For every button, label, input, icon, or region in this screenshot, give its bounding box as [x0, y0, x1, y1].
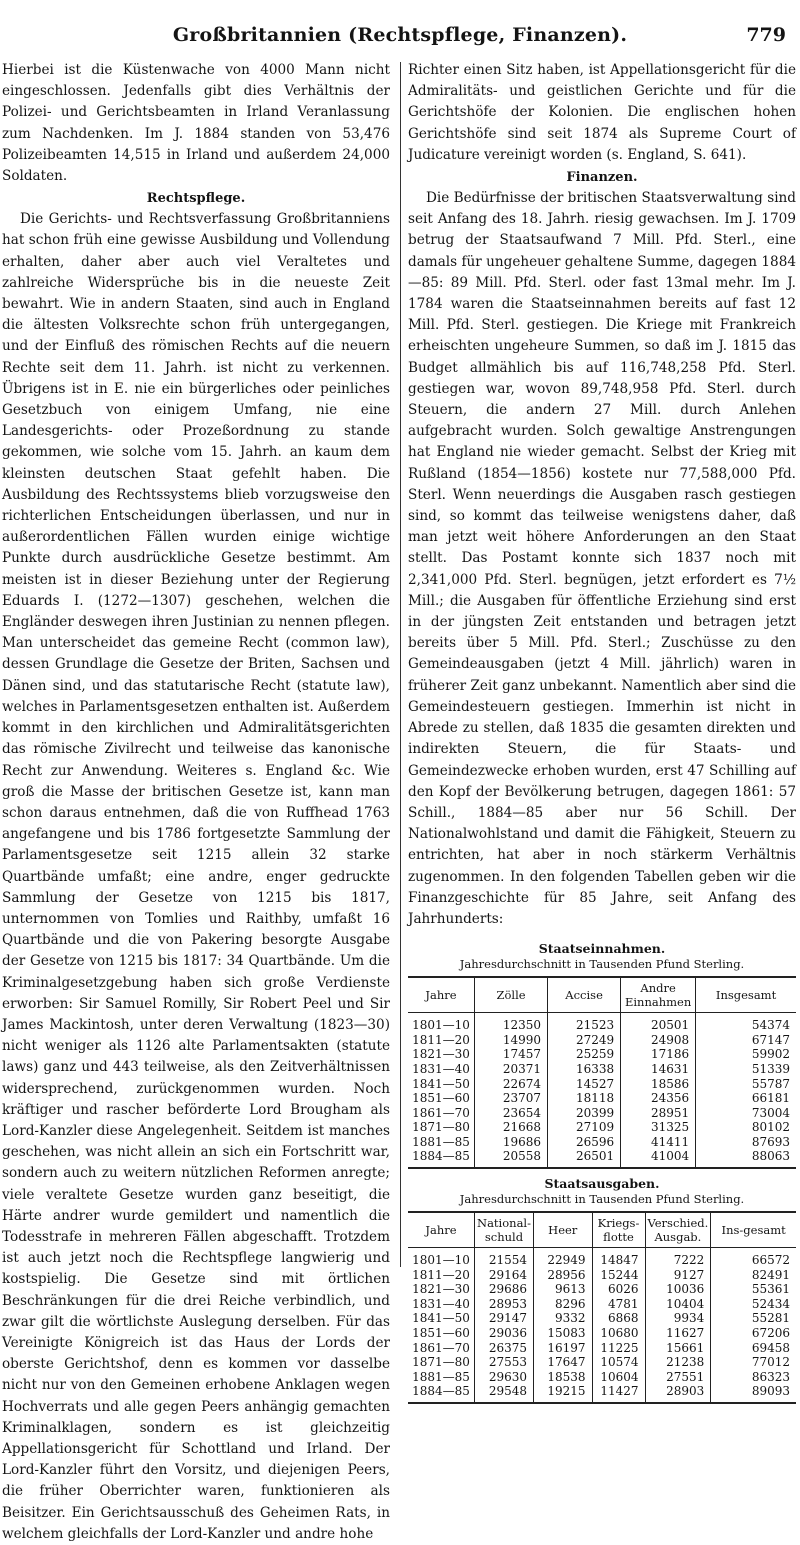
revenue-table-body: [408, 1013, 796, 1168]
table-cell: 9613: [534, 1282, 593, 1297]
table-row: [408, 1077, 796, 1092]
revenue-table-caption: Staatseinnahmen.: [538, 941, 666, 957]
table-cell: 16338: [548, 1062, 621, 1077]
table-header: National-schuld: [475, 1212, 534, 1248]
table-cell: 29036: [475, 1326, 534, 1341]
table-cell: 51339: [696, 1062, 796, 1077]
table-cell: 31325: [621, 1120, 696, 1135]
table-cell: 1871—80: [412, 1120, 470, 1135]
table-cell: 28951: [621, 1106, 696, 1121]
table-cell: 55361: [711, 1282, 796, 1297]
table-header: Verschied. Ausgab.: [645, 1212, 711, 1248]
revenue-table-subcaption: Jahresdurchschnitt in Tausenden Pfund Sterling.: [459, 957, 745, 972]
table-cell: 1831—40: [412, 1296, 470, 1311]
table-cell: 6026: [592, 1282, 645, 1297]
table-cell: 89093: [711, 1384, 796, 1403]
table-cell: 20371: [475, 1062, 548, 1077]
table-cell: 1841—50: [412, 1311, 470, 1326]
table-row: [408, 1135, 796, 1150]
table-cell: 24908: [621, 1033, 696, 1048]
table-cell: 29630: [475, 1370, 534, 1385]
table-cell: 87693: [696, 1135, 796, 1150]
table-cell: 41004: [621, 1149, 696, 1168]
page-title: Großbritannien (Rechtspflege, Finanzen).: [172, 24, 628, 46]
table-cell: 1841—50: [412, 1076, 470, 1091]
table-cell: 11225: [592, 1341, 645, 1356]
table-cell: 19215: [534, 1384, 593, 1403]
table-cell: 82491: [711, 1268, 796, 1283]
table-row: [408, 1149, 796, 1168]
table-cell: 10680: [592, 1326, 645, 1341]
table-cell: 29686: [475, 1282, 534, 1297]
table-cell: 28956: [534, 1268, 593, 1283]
expenditure-table-caption: Staatsausgaben.: [544, 1176, 660, 1192]
table-cell: 1861—70: [412, 1340, 470, 1355]
table-cell: 10604: [592, 1370, 645, 1385]
table-cell: 29147: [475, 1311, 534, 1326]
table-cell: 86323: [711, 1370, 796, 1385]
table-cell: 24356: [621, 1091, 696, 1106]
table-cell: 20558: [475, 1149, 548, 1168]
table-cell: 21668: [475, 1120, 548, 1135]
table-cell: 6868: [592, 1311, 645, 1326]
table-cell: 9127: [645, 1268, 711, 1283]
page-number: 779: [746, 24, 786, 46]
table-cell: 17647: [534, 1355, 593, 1370]
table-row: [408, 1326, 796, 1341]
table-cell: 59902: [696, 1047, 796, 1062]
table-cell: 22674: [475, 1077, 548, 1092]
table-cell: 18586: [621, 1077, 696, 1092]
table-cell: 20399: [548, 1106, 621, 1121]
table-row: [408, 1033, 796, 1048]
table-cell: 11627: [645, 1326, 711, 1341]
table-header: Andre Einnahmen: [621, 977, 696, 1013]
table-cell: 21523: [548, 1013, 621, 1033]
table-cell: 54374: [696, 1013, 796, 1033]
table-row: [408, 1091, 796, 1106]
table-cell: 15661: [645, 1341, 711, 1356]
table-header: Heer: [534, 1212, 593, 1248]
table-cell: 1871—80: [412, 1355, 470, 1370]
table-cell: 67206: [711, 1326, 796, 1341]
table-cell: 1821—30: [412, 1047, 470, 1062]
table-cell: 73004: [696, 1106, 796, 1121]
table-row: [408, 1106, 796, 1121]
table-row: [408, 1384, 796, 1403]
table-cell: 1881—85: [412, 1134, 470, 1149]
table-row: [408, 1355, 796, 1370]
table-cell: 28953: [475, 1297, 534, 1312]
table-cell: 55281: [711, 1311, 796, 1326]
table-cell: 26501: [548, 1149, 621, 1168]
table-header: Ins-gesamt: [711, 1212, 796, 1248]
table-cell: 1831—40: [412, 1061, 470, 1076]
table-row: [408, 1120, 796, 1135]
table-cell: 10036: [645, 1282, 711, 1297]
table-row: [408, 1282, 796, 1297]
table-header: Zölle: [475, 977, 548, 1013]
table-row: [408, 1248, 796, 1268]
table-cell: 23707: [475, 1091, 548, 1106]
table-cell: 66572: [711, 1248, 796, 1268]
table-row: [408, 1297, 796, 1312]
table-cell: 8296: [534, 1297, 593, 1312]
right-column: [408, 60, 796, 1404]
left-paragraph-2: Die Gerichts- und Rechtsverfassung Großbritanniens hat schon früh eine gewisse Ausbildung und Vollendung erhalten, daher aber auch viel Veraltetes und zahlreiche Widersprüche bis in die neueste Zeit bewahrt. Wie in andern Staaten, sind auch in England die ältesten Volksrechte schon früh untergegangen, und der Einfluß des römischen Rechts auf die neuern Rechte seit dem 11. Jahrh. ist nicht zu verkennen. Übrigens ist in E. nie ein bürgerliches oder peinliches Gesetzbuch von einigem Umfang, nie eine Landesgerichts- oder Prozeßordnung zu stande gekommen, wie solche vom 15. Jahrh. an kaum dem kleinsten deutschen Staat gefehlt haben. Die Ausbildung des Rechtssystems blieb vorzugsweise den richterlichen Entscheidungen überlassen, und nur in außerordentlichen Fällen wurden einige wichtige Punkte durch ausdrückliche Gesetze bestimmt. Am meisten ist in dieser Beziehung unter der Regierung Eduards I. (1272—1307) geschehen, welchen die Engländer deswegen ihren Justinian zu nennen pflegen. Man unterscheidet das gemeine Recht (common law), dessen Grundlage die Gesetze der Briten, Sachsen und Dänen sind, und das statutarische Recht (statute law), welches in Parlamentsgesetzen enthalten ist. Außerdem kommt in den kirchlichen und Admiralitätsgerichten das römische Zivilrecht und teilweise das kanonische Recht zur Anwendung. Weiteres s. England &c. Wie groß die Masse der britischen Gesetze ist, kann man schon daraus entnehmen, daß die von Ruffhead 1763 angefangene und bis 1786 fortgesetzte Sammlung der Parlamentsgesetze seit 1215 allein 32 starke Quartbände umfaßt; eine andre, enger gedruckte Sammlung der Gesetze von 1215 bis 1817, unternommen von Tomlies und Raithby, umfaßt 16 Quartbände und die von Pakering besorgte Ausgabe der Gesetze von 1215 bis 1817: 34 Quartbände. Um die Kriminalgesetzgebung haben sich große Verdienste erworben: Sir Samuel Romilly, Sir Robert Peel und Sir James Mackintosh, unter deren Verwaltung (1823—30) nicht weniger als 1126 alte Parlamentsakten (statute laws) ganz und 443 teilweise, als den Zeitverhältnissen widersprechend, zurückgenommen wurden. Noch kräftiger und rascher beförderte Lord Brougham als Lord-Kanzler diese Angelegenheit. Seitdem ist manches geschehen, was nicht allein an sich ein Fortschritt war, sondern auch zu weitern nützlichen Reformen anregte; viele veraltete Gesetze wurden ganz beseitigt, die Härte andrer wurde gemildert und namentlich die Todesstrafe in mehreren Fällen abgeschafft. Trotzdem ist auch jetzt noch die Rechtspflege langwierig und kostspielig. Die Gesetze sind mit örtlichen Beschränkungen für die drei Reiche verbindlich, und zwar gilt die wörtlichste Auslegung derselben. Für das Vereinigte Königreich ist das Haus der Lords der oberste Gerichtshof, denn es kommen vor dasselbe nicht nur von den Gemeinen erhobene Anklagen wegen Hochverrats und alle gegen Peers anhängig gemachten Kriminalklagen, sondern es ist gleichzeitig Appellationsgericht für Schottland und Irland. Der Lord-Kanzler führt den Vorsitz, und diejenigen Peers, die früher Oberrichter waren, funktionieren als Beisitzer. Ein Gerichtsausschuß des Geheimen Rats, in welchem gleichfalls der Lord-Kanzler und andre hohe: [2, 211, 390, 1542]
table-cell: 18538: [534, 1370, 593, 1385]
table-row: [408, 1062, 796, 1077]
table-cell: 88063: [696, 1149, 796, 1168]
table-cell: 17186: [621, 1047, 696, 1062]
table-row: [408, 1341, 796, 1356]
table-cell: 26596: [548, 1135, 621, 1150]
table-cell: 41411: [621, 1135, 696, 1150]
page-header: [0, 24, 800, 54]
table-cell: 14990: [475, 1033, 548, 1048]
table-cell: 16197: [534, 1341, 593, 1356]
table-cell: 1801—10: [412, 1018, 470, 1033]
table-cell: 1884—85: [408, 1149, 475, 1168]
table-header: Accise: [548, 977, 621, 1013]
table-cell: 23654: [475, 1106, 548, 1121]
revenue-table: [408, 976, 796, 1169]
table-cell: 17457: [475, 1047, 548, 1062]
table-header: Kriegs-flotte: [592, 1212, 645, 1248]
table-cell: 29164: [475, 1268, 534, 1283]
table-cell: 11427: [592, 1384, 645, 1403]
table-cell: 1851—60: [412, 1091, 470, 1106]
table-header: Jahre: [408, 977, 475, 1013]
left-paragraph-1: Hierbei ist die Küstenwache von 4000 Mann nicht eingeschlossen. Jedenfalls gibt dies Verhältnis der Polizei- und Gerichtsbeamten in Irland Veranlassung zum Nachdenken. Im J. 1884 standen von 53,476 Polizeibeamten 14,515 in Irland und außerdem 24,000 Soldaten.: [2, 62, 390, 185]
table-cell: 52434: [711, 1297, 796, 1312]
table-cell: 10574: [592, 1355, 645, 1370]
table-cell: 77012: [711, 1355, 796, 1370]
table-cell: 1884—85: [408, 1384, 475, 1403]
table-cell: 27551: [645, 1370, 711, 1385]
table-cell: 14631: [621, 1062, 696, 1077]
table-cell: 19686: [475, 1135, 548, 1150]
table-cell: 1811—20: [412, 1267, 470, 1282]
table-cell: 69458: [711, 1341, 796, 1356]
table-cell: 1811—20: [412, 1032, 470, 1047]
right-paragraph-1: Richter einen Sitz haben, ist Appellationsgericht für die Admiralitäts- und geistlichen Gerichte und für die Gerichtshöfe der Kolonien. Die englischen hohen Gerichtshöfe sind seit 1874 als Supreme Court of Judicature vereinigt worden (s. England, S. 641).: [408, 62, 796, 163]
table-cell: 18118: [548, 1091, 621, 1106]
table-row: [408, 1013, 796, 1033]
table-row: [408, 1047, 796, 1062]
table-header: Insgesamt: [696, 977, 796, 1013]
table-cell: 4781: [592, 1297, 645, 1312]
right-paragraph-2: Die Bedürfnisse der britischen Staatsverwaltung sind seit Anfang des 18. Jahrh. riesig gewachsen. Im J. 1709 betrug der Staatsaufwand 7 Mill. Pfd. Sterl., eine damals für ungeheuer gehaltene Summe, dagegen 1884—85: 89 Mill. Pfd. Sterl. oder fast 13mal mehr. Im J. 1784 waren die Staatseinnahmen bereits auf fast 12 Mill. Pfd. Sterl. gestiegen. Die Kriege mit Frankreich erheischten ungeheure Summen, so daß im J. 1815 das Budget allmählich bis auf 116,748,258 Pfd. Sterl. gestiegen war, wovon 89,748,958 Pfd. Sterl. durch Steuern, die andern 27 Mill. durch Anlehen aufgebracht wurden. Solch gewaltige Anstrengungen hat England nie wieder gemacht. Selbst der Krieg mit Rußland (1854—1856) kostete nur 77,588,000 Pfd. Sterl. Wenn neuerdings die Ausgaben rasch gestiegen sind, so kommt das teilweise wenigstens daher, daß man jetzt weit höhere Anforderungen an den Staat stellt. Das Postamt konnte sich 1837 noch mit 2,341,000 Pfd. Sterl. begnügen, jetzt erfordert es 7½ Mill.; die Ausgaben für öffentliche Erziehung sind erst in der jüngsten Zeit entstanden und betragen jetzt bereits über 5 Mill. Pfd. Sterl.; Zuschüsse zu den Gemeindeausgaben (jetzt 4 Mill. jährlich) waren in früherer Zeit ganz unbekannt. Namentlich aber sind die Gemeindesteuern gestiegen. Immerhin ist nicht in Abrede zu stellen, daß 1835 die gesamten direkten und indirekten Steuern, die für Staats- und Gemeindezwecke erhoben wurden, erst 47 Schilling auf den Kopf der Bevölkerung betrugen, dagegen 1861: 57 Schill., 1884—85 aber nur 56 Schill. Der Nationalwohlstand und damit die Fähigkeit, Steuern zu entrichten, hat aber in noch stärkerm Verhältnis zugenommen. In den folgenden Tabellen geben wir die Finanzgeschichte für 85 Jahre, seit Anfang des Jahrhunderts:: [408, 190, 796, 927]
table-cell: 26375: [475, 1341, 534, 1356]
table-cell: 1851—60: [412, 1326, 470, 1341]
table-cell: 22949: [534, 1248, 593, 1268]
table-cell: 28903: [645, 1384, 711, 1403]
table-cell: 9332: [534, 1311, 593, 1326]
expenditure-table-subcaption: Jahresdurchschnitt in Tausenden Pfund Sterling.: [459, 1192, 745, 1207]
expenditure-table: [408, 1211, 796, 1404]
table-cell: 27553: [475, 1355, 534, 1370]
left-column: [2, 60, 390, 1545]
table-row: [408, 1370, 796, 1385]
table-cell: 25259: [548, 1047, 621, 1062]
expenditure-table-body: [408, 1248, 796, 1403]
table-cell: 14527: [548, 1077, 621, 1092]
table-cell: 55787: [696, 1077, 796, 1092]
table-cell: 27109: [548, 1120, 621, 1135]
table-cell: 21554: [475, 1248, 534, 1268]
table-cell: 14847: [592, 1248, 645, 1268]
table-cell: 1801—10: [412, 1253, 470, 1268]
table-cell: 80102: [696, 1120, 796, 1135]
table-cell: 1881—85: [412, 1369, 470, 1384]
table-cell: 21238: [645, 1355, 711, 1370]
table-cell: 20501: [621, 1013, 696, 1033]
table-cell: 1821—30: [412, 1282, 470, 1297]
table-cell: 66181: [696, 1091, 796, 1106]
table-cell: 10404: [645, 1297, 711, 1312]
section-title-rechtspflege: Rechtspflege.: [146, 191, 246, 207]
table-cell: 9934: [645, 1311, 711, 1326]
table-cell: 1861—70: [412, 1105, 470, 1120]
column-divider: [400, 62, 401, 1267]
table-cell: 7222: [645, 1248, 711, 1268]
table-cell: 67147: [696, 1033, 796, 1048]
table-row: [408, 1311, 796, 1326]
table-cell: 15244: [592, 1268, 645, 1283]
section-title-finanzen: Finanzen.: [566, 170, 638, 186]
table-cell: 15083: [534, 1326, 593, 1341]
table-header: Jahre: [408, 1212, 475, 1248]
table-cell: 29548: [475, 1384, 534, 1403]
table-cell: 27249: [548, 1033, 621, 1048]
table-cell: 12350: [475, 1013, 548, 1033]
